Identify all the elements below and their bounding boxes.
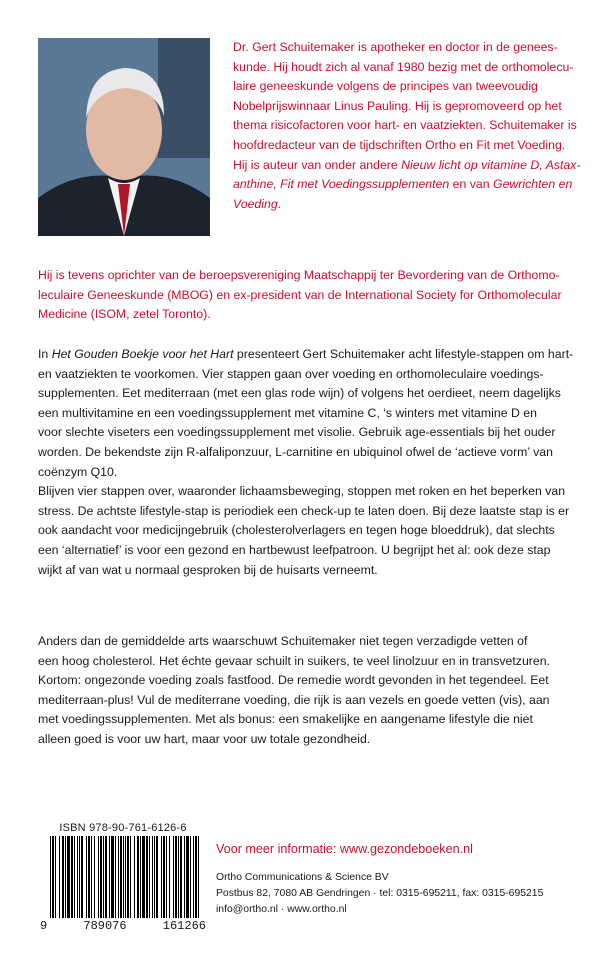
bio-line: laire geneeskunde volgens de principes van tweevoudig <box>233 79 538 94</box>
publisher-contact: info@ortho.nl · www.ortho.nl <box>216 904 347 915</box>
bio-line: hoofdredacteur van de tijdschriften Ortho en Fit met Voeding. <box>233 137 566 152</box>
closing-line: mediterraan-plus! Vul de mediterrane voeding, die rijk is aan vezels en goede vetten (vis), aan <box>38 692 550 707</box>
bio-text: en van <box>449 177 494 192</box>
founder-paragraph <box>38 266 598 325</box>
body-line: worden. De bekendste zijn R-alfaliponzuur, L-carnitine en ubiquinol ofwel de ‘actieve vorm’ van <box>38 444 553 459</box>
bio-text: . <box>277 196 282 211</box>
body-line: supplementen. Eet mediterraan (met een glas rode wijn) of volgens het oerdieet, neem dagelijks <box>38 386 561 401</box>
barcode-digits <box>40 919 206 933</box>
bio-line: Nobelprijswinnaar Linus Pauling. Hij is gepromoveerd op het <box>233 98 562 113</box>
isbn-label: ISBN 978-90-761-6126-6 <box>59 822 187 834</box>
body-line: coënzym Q10. <box>38 464 118 479</box>
bio-line <box>233 195 595 215</box>
publisher-info <box>216 842 606 918</box>
book-title: anthine, Fit met Voedingssupplementen <box>233 177 450 192</box>
body-text: In <box>38 347 52 361</box>
bio-line <box>233 156 595 176</box>
body-line: ook aandacht voor medicijngebruik (cholesterolverlagers en tegen hoge bloeddruk), dat slechts <box>38 523 555 538</box>
bio-text: Hij is auteur van onder andere <box>233 157 402 172</box>
body-line: en vaatziekten te voorkomen. Vier stappen gaan over voeding en orthomoleculaire voedings- <box>38 366 544 381</box>
founder-line: Medicine (ISOM, zetel Toronto). <box>38 307 211 322</box>
book-title: Nieuw licht op vitamine D, Astax- <box>401 157 581 172</box>
barcode-digit-group: 161266 <box>162 919 206 933</box>
body-line: Blijven vier stappen over, waaronder lichaamsbeweging, stoppen met roken en het beperken van <box>38 484 566 499</box>
publisher-address: Postbus 82, 7080 AB Gendringen · tel: 0315-695211, fax: 0315-695215 <box>216 888 544 899</box>
author-photo <box>38 38 210 236</box>
founder-line: Hij is tevens oprichter van de beroepsvereniging Maatschappij ter Bevordering van de Orthomo- <box>38 268 560 282</box>
bio-line: Dr. Gert Schuitemaker is apotheker en doctor in de genees- <box>233 40 558 54</box>
closing-line: Anders dan de gemiddelde arts waarschuwt Schuitemaker niet tegen verzadigde vetten of <box>38 634 528 648</box>
body-line <box>38 345 598 365</box>
barcode-bars <box>50 836 202 918</box>
body-text: presenteert Gert Schuitemaker acht lifestyle-stappen om hart- <box>233 347 574 361</box>
book-title: Het Gouden Boekje voor het Hart <box>51 347 234 361</box>
closing-paragraph <box>38 632 598 750</box>
body-line: wijkt af van wat u normaal gesproken bij de huisarts verneemt. <box>38 562 378 577</box>
body-line: stress. De achtste lifestyle-stap is periodiek een check-up te laten doen. Bij deze laatste stap is er <box>38 503 570 518</box>
description-body <box>38 345 598 580</box>
bio-line: thema risicofactoren voor hart- en vaatziekten. Schuitemaker is <box>233 118 577 133</box>
author-bio <box>233 38 595 214</box>
closing-line: Kortom: ongezonde voeding zoals fastfood. De remedie wordt gevonden in het tegendeel. Eet <box>38 673 549 688</box>
barcode-digit-group: 9 <box>40 919 48 933</box>
publisher-name: Ortho Communications & Science BV <box>216 872 389 883</box>
more-info-link[interactable]: Voor meer informatie: www.gezondeboeken.nl <box>216 842 473 856</box>
body-line: een ‘alternatief’ is voor een gezond en hartbewust leefpatroon. U begrijpt het al: ook deze stap <box>38 542 551 557</box>
barcode <box>40 822 206 933</box>
body-line: een multivitamine en een voedingssupplement met vitamine C, ‘s winters met vitamine D en <box>38 405 537 420</box>
closing-line: met voedingssupplementen. Met als bonus: een smakelijke en aangename lifestyle die niet <box>38 712 533 727</box>
closing-line: een hoog cholesterol. Het échte gevaar schuilt in suikers, te veel linolzuur en in transvetzuren. <box>38 653 550 668</box>
book-title: Voeding <box>233 196 278 211</box>
closing-line: alleen goed is voor uw hart, maar voor uw totale gezondheid. <box>38 731 371 746</box>
bio-line: kunde. Hij houdt zich al vanaf 1980 bezig met de orthomolecu- <box>233 59 574 74</box>
body-line: voor slechte viseters een voedingssupplement met visolie. Gebruik age-essentials bij het ouder <box>38 425 556 440</box>
bio-line <box>233 175 595 195</box>
barcode-digit-group: 789076 <box>83 919 127 933</box>
founder-line: leculaire Geneeskunde (MBOG) en ex-president van de International Society for Orthomolecular <box>38 287 562 302</box>
book-title: Gewrichten en <box>493 177 573 192</box>
